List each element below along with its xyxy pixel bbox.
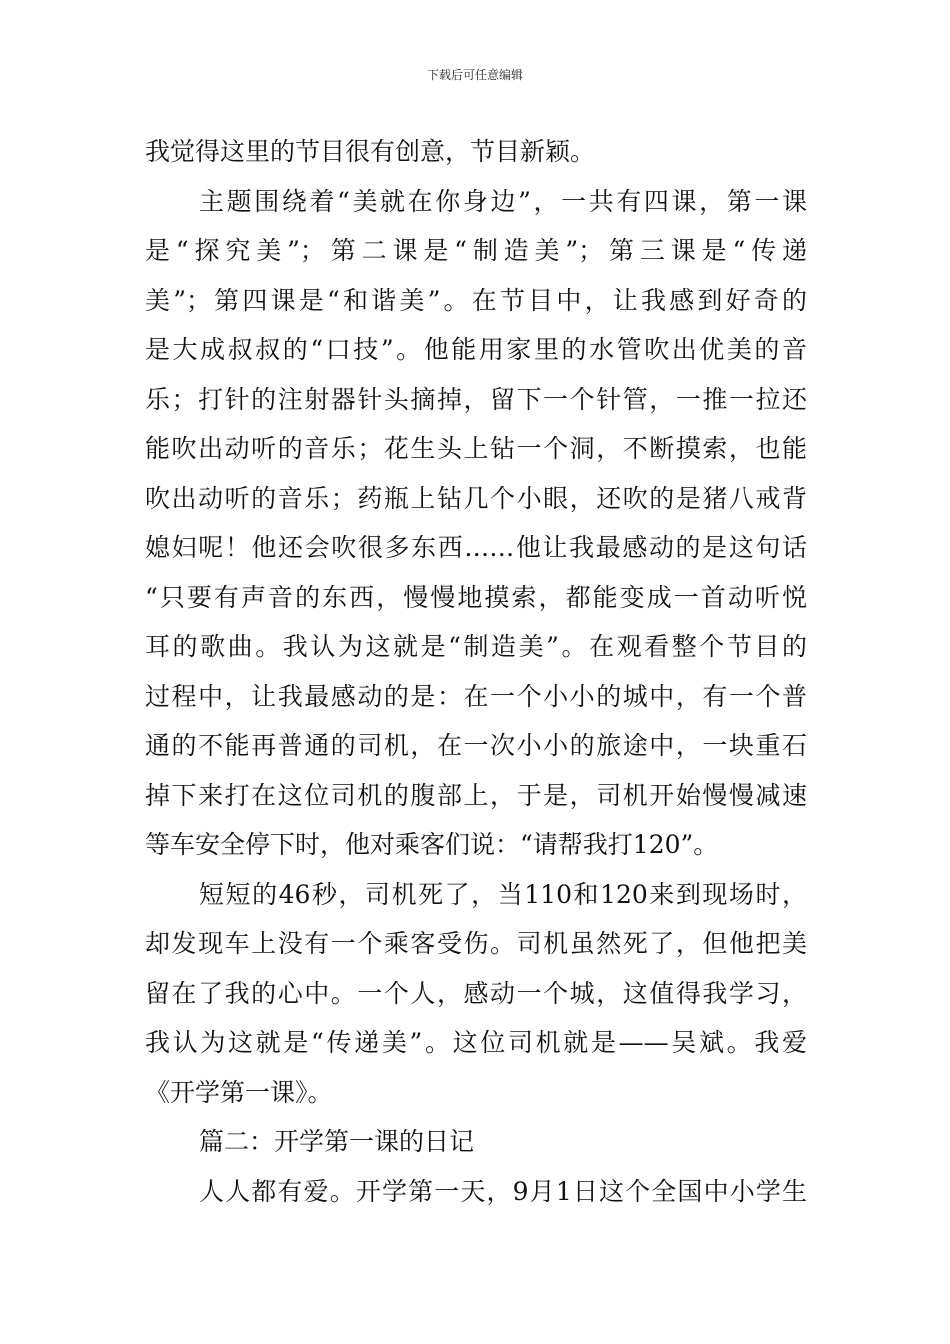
page-header-note: 下载后可任意编辑 — [426, 68, 523, 82]
text-line: 美”；第四课是“和谐美”。在节目中，让我感到好奇的 — [145, 285, 807, 315]
text-line: 掉下来打在这位司机的腹部上，于是，司机开始慢慢减速 — [145, 780, 807, 810]
text-line: 是“探究美”；第二课是“制造美”；第三课是“传递 — [145, 236, 807, 265]
section-heading: 篇二：开学第一课的日记 — [199, 1127, 475, 1156]
text-line: 短短的46秒，司机死了，当110和120来到现场时， — [199, 879, 807, 909]
text-line: 吹出动听的音乐；药瓶上钻几个小眼，还吹的是猪八戒背 — [145, 483, 807, 513]
text-line: 我认为这就是“传递美”。这位司机就是——吴斌。我爱 — [145, 1028, 807, 1057]
text-line: 人人都有爱。开学第一天，9月1日这个全国中小学生 — [199, 1176, 807, 1206]
text-line: 乐；打针的注射器针头摘掉，留下一个针管，一推一拉还 — [145, 384, 807, 414]
text-line: 媳妇呢！他还会吹很多东西……他让我最感动的是这句话 — [145, 533, 807, 562]
text-line: 却发现车上没有一个乘客受伤。司机虽然死了，但他把美 — [145, 929, 807, 958]
text-line: 《开学第一课》。 — [145, 1077, 333, 1107]
text-line: 是大成叔叔的“口技”。他能用家里的水管吹出优美的音 — [145, 335, 807, 364]
text-line: 耳的歌曲。我认为这就是“制造美”。在观看整个节目的 — [145, 632, 807, 661]
text-line: 通的不能再普通的司机，在一次小小的旅途中，一块重石 — [145, 731, 807, 760]
text-line: 主题围绕着“美就在你身边”，一共有四课，第一课 — [199, 186, 807, 216]
text-line: 能吹出动听的音乐；花生头上钻一个洞，不断摸索，也能 — [145, 434, 807, 463]
text-line: 过程中，让我最感动的是：在一个小小的城中，有一个普 — [145, 681, 807, 711]
document-body — [145, 127, 807, 1216]
text-line: 留在了我的心中。一个人，感动一个城，这值得我学习， — [145, 978, 807, 1008]
text-line: 我觉得这里的节目很有创意，节目新颖。 — [145, 137, 596, 166]
text-line: “只要有声音的东西，慢慢地摸索，都能变成一首动听悦 — [145, 582, 807, 612]
text-line: 等车安全停下时，他对乘客们说：“请帮我打120”。 — [145, 830, 719, 859]
